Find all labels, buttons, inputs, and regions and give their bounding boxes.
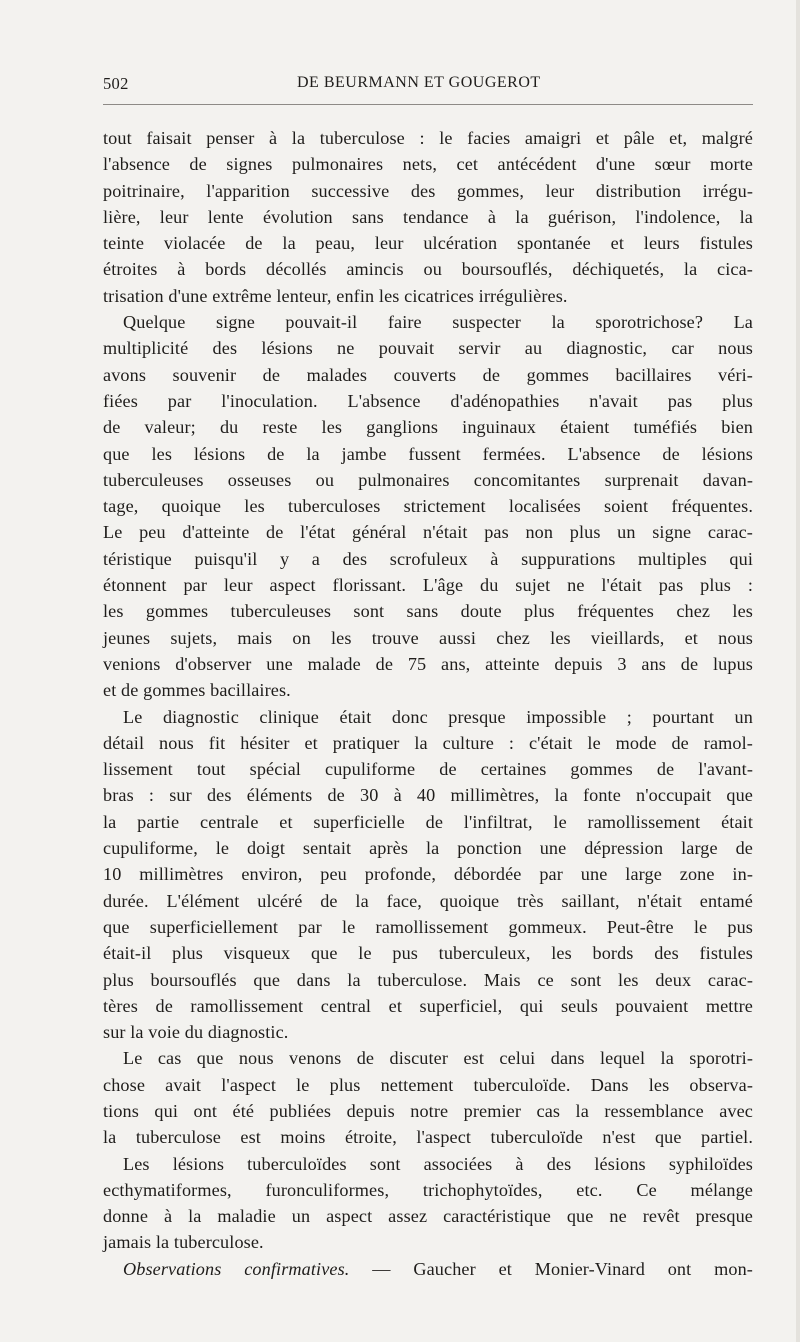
text-line: lière, leur lente évolution sans tendance à la guérison, l'indolence, la bbox=[103, 206, 753, 227]
text-line: avons souvenir de malades couverts de gommes bacillaires véri- bbox=[103, 364, 753, 385]
page-edge bbox=[796, 0, 800, 1342]
text-line: Le diagnostic clinique était donc presque impossible ; pourtant un bbox=[123, 706, 753, 727]
text-line: l'absence de signes pulmonaires nets, cet antécédent d'une sœur morte bbox=[103, 154, 753, 175]
text-line: tuberculeuses osseuses ou pulmonaires concomitantes surprenait davan- bbox=[103, 469, 753, 490]
text-line: chose avait l'aspect le plus nettement tuberculoïde. Dans les observa- bbox=[103, 1074, 753, 1095]
text-line: Le peu d'atteinte de l'état général n'était pas non plus un signe carac- bbox=[103, 522, 753, 543]
text-line: sur la voie du diagnostic. bbox=[103, 1022, 289, 1043]
text-line: la partie centrale et superficielle de l'infiltrat, le ramollissement était bbox=[103, 811, 753, 832]
text-line: multiplicité des lésions ne pouvait servir au diagnostic, car nous bbox=[103, 338, 753, 359]
text-line: lissement tout spécial cupuliforme de certaines gommes de l'avant- bbox=[103, 759, 753, 780]
text-line: bras : sur des éléments de 30 à 40 millimètres, la fonte n'occupait que bbox=[103, 785, 753, 806]
text-line: teinte violacée de la peau, leur ulcération spontanée et leurs fistules bbox=[103, 233, 753, 254]
text-line: tage, quoique les tuberculoses strictement localisées soient fréquentes. bbox=[103, 496, 753, 517]
text-line: trisation d'une extrême lenteur, enfin les cicatrices irrégulières. bbox=[103, 285, 568, 306]
text-line: poitrinaire, l'apparition successive des gommes, leur distribution irrégu- bbox=[103, 180, 753, 201]
page-number: 502 bbox=[103, 74, 129, 93]
text-line: donne à la maladie un aspect assez caractéristique que ne revêt presque bbox=[103, 1206, 753, 1227]
body-text bbox=[103, 125, 753, 1282]
text-line: et de gommes bacillaires. bbox=[103, 680, 291, 701]
running-title: DE BEURMANN ET GOUGEROT bbox=[297, 74, 541, 91]
text-line: durée. L'élément ulcéré de la face, quoique très saillant, n'était entamé bbox=[103, 890, 753, 911]
header-rule bbox=[103, 104, 753, 105]
text-line: tout faisait penser à la tuberculose : le facies amaigri et pâle et, malgré bbox=[103, 128, 753, 148]
text-line: cupuliforme, le doigt sentait après la ponction une dépression large de bbox=[103, 838, 753, 859]
final-line-rest: — Gaucher et Monier-Vinard ont mon- bbox=[349, 1258, 753, 1279]
text-line: détail nous fit hésiter et pratiquer la culture : c'était le mode de ramol- bbox=[103, 732, 753, 753]
italic-heading: Observations confirmatives. bbox=[123, 1258, 350, 1279]
text-line: Quelque signe pouvait-il faire suspecter la sporotrichose? La bbox=[123, 312, 753, 333]
text-line: les gommes tuberculeuses sont sans doute plus fréquentes chez les bbox=[103, 601, 753, 622]
text-line: la tuberculose est moins étroite, l'aspect tuberculoïde n'est que partiel. bbox=[103, 1127, 753, 1148]
text-line-final bbox=[103, 1256, 753, 1282]
text-line: était-il plus visqueux que le pus tuberculeux, les bords des fistules bbox=[103, 943, 753, 964]
page-header bbox=[103, 74, 753, 96]
text-line: téristique puisqu'il y a des scrofuleux à suppurations multiples qui bbox=[103, 548, 753, 569]
text-line: étonnent par leur aspect florissant. L'âge du sujet ne l'était pas plus : bbox=[103, 575, 753, 596]
text-line: Le cas que nous venons de discuter est celui dans lequel la sporotri- bbox=[123, 1048, 753, 1069]
text-line: que les lésions de la jambe fussent fermées. L'absence de lésions bbox=[103, 443, 753, 464]
text-line: Les lésions tuberculoïdes sont associées à des lésions syphiloïdes bbox=[123, 1153, 753, 1174]
text-line: jeunes sujets, mais on les trouve aussi chez les vieillards, et nous bbox=[103, 627, 753, 648]
text-line: fiées par l'inoculation. L'absence d'adénopathies n'avait pas plus bbox=[103, 390, 753, 411]
text-line: jamais la tuberculose. bbox=[103, 1232, 264, 1253]
text-line: de valeur; du reste les ganglions inguinaux étaient tuméfiés bien bbox=[103, 417, 753, 438]
text-line: que superficiellement par le ramollissement gommeux. Peut-être le pus bbox=[103, 916, 753, 937]
text-line: venions d'observer une malade de 75 ans, atteinte depuis 3 ans de lupus bbox=[103, 653, 753, 674]
text-line: plus boursouflés que dans la tuberculose. Mais ce sont les deux carac- bbox=[103, 969, 753, 990]
text-line: tères de ramollissement central et superficiel, qui seuls pouvaient mettre bbox=[103, 995, 753, 1016]
text-line: 10 millimètres environ, peu profonde, débordée par une large zone in- bbox=[103, 864, 753, 885]
text-line: tions qui ont été publiées depuis notre premier cas la ressemblance avec bbox=[103, 1100, 753, 1121]
text-line: étroites à bords décollés amincis ou boursouflés, déchiquetés, la cica- bbox=[103, 259, 753, 280]
text-line: ecthymatiformes, furonculiformes, trichophytoïdes, etc. Ce mélange bbox=[103, 1179, 753, 1200]
